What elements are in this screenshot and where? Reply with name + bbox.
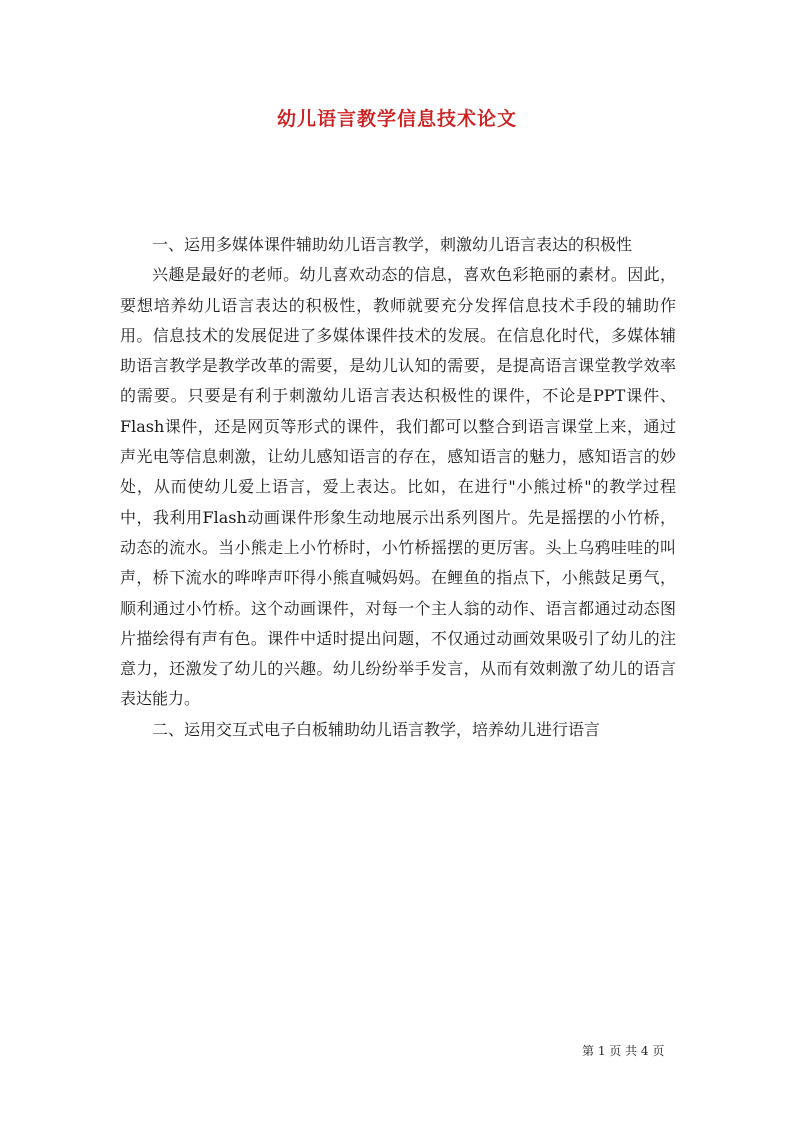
body-paragraph: 兴趣是最好的老师。幼儿喜欢动态的信息，喜欢色彩艳丽的素材。因此，要想培养幼儿语言表达的积极性，教师就要充分发挥信息技术手段的辅助作用。信息技术的发展促进了多媒体课件技术的发展。在信息化时代，多媒体辅助语言教学是教学改革的需要，是幼儿认知的需要，是提高语言课堂教学效率的需要。只要是有利于刺激幼儿语言表达积极性的课件，不论是PPT课件、Flash课件，还是网页等形式的课件，我们都可以整合到语言课堂上来，通过声光电等信息刺激，让幼儿感知语言的存在，感知语言的魅力，感知语言的妙处，从而使幼儿爱上语言，爱上表达。比如，在进行"小熊过桥"的教学过程中，我利用Flash动画课件形象生动地展示出系列图片。先是摇摆的小竹桥，动态的流水。当小熊走上小竹桥时，小竹桥摇摆的更厉害。头上乌鸦哇哇的叫声，桥下流水的哗哗声吓得小熊直喊妈妈。在鲤鱼的指点下，小熊鼓足勇气，顺利通过小竹桥。这个动画课件，对每一个主人翁的动作、语言都通过动态图片描绘得有声有色。课件中适时提出问题，不仅通过动画效果吸引了幼儿的注意力，还激发了幼儿的兴趣。幼儿纷纷举手发言，从而有效刺激了幼儿的语言表达能力。 — [120, 265, 676, 709]
page-number: 第 1 页 共 4 页 — [582, 1044, 665, 1058]
page-title: 幼儿语言教学信息技术论文 — [276, 108, 517, 130]
document-body — [120, 230, 676, 745]
section-heading-2: 二、运用交互式电子白板辅助幼儿语言教学，培养幼儿进行语言 — [152, 719, 601, 739]
section-heading-1: 一、运用多媒体课件辅助幼儿语言教学，刺激幼儿语言表达的积极性 — [152, 235, 633, 254]
